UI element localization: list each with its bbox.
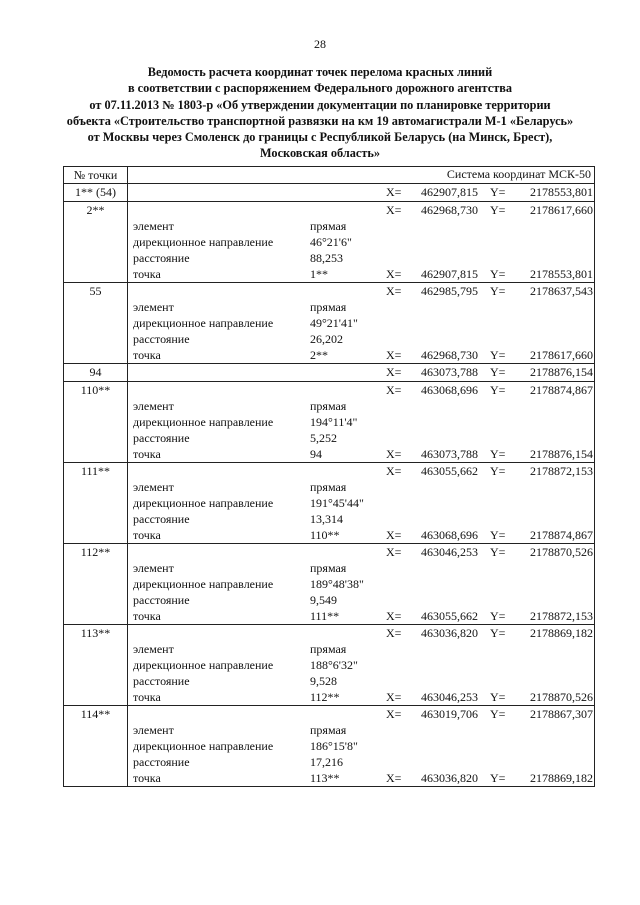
prev-y-value: 2178869,182 xyxy=(530,771,593,785)
distance-value: 9,528 xyxy=(310,674,337,688)
point-label: точка xyxy=(133,267,161,281)
x-value: 463019,706 xyxy=(421,707,478,721)
table-line xyxy=(128,398,594,414)
x-label: X= xyxy=(386,464,402,478)
table-line xyxy=(128,527,594,543)
y-value: 2178637,543 xyxy=(530,284,593,298)
y-label: Y= xyxy=(490,447,506,461)
table-line xyxy=(128,657,594,673)
x-label: X= xyxy=(386,626,402,640)
table-row xyxy=(64,184,595,202)
direction-label: дирекционное направление xyxy=(133,577,274,591)
prev-x-value: 462907,815 xyxy=(421,267,478,281)
prev-y-value: 2178617,660 xyxy=(530,348,593,362)
y-label: Y= xyxy=(490,348,506,362)
point-details xyxy=(128,382,595,463)
element-value: прямая xyxy=(310,723,347,737)
x-value: 463055,662 xyxy=(421,464,478,478)
point-label: точка xyxy=(133,348,161,362)
table-line xyxy=(128,234,594,250)
prev-x-value: 463036,820 xyxy=(421,771,478,785)
y-value: 2178617,660 xyxy=(530,203,593,217)
distance-label: расстояние xyxy=(133,251,190,265)
point-details xyxy=(128,184,595,202)
table-line xyxy=(128,706,594,722)
element-label: элемент xyxy=(133,561,174,575)
title-line: от Москвы через Смоленск до границы с Республикой Беларусь (на Минск, Брест), xyxy=(87,130,553,145)
element-label: элемент xyxy=(133,399,174,413)
table-line xyxy=(128,479,594,495)
table-line xyxy=(128,770,594,786)
distance-value: 5,252 xyxy=(310,431,337,445)
element-label: элемент xyxy=(133,300,174,314)
y-label: Y= xyxy=(490,203,506,217)
y-label: Y= xyxy=(490,267,506,281)
table-line xyxy=(128,331,594,347)
prev-x-value: 463046,253 xyxy=(421,690,478,704)
table-row xyxy=(64,544,595,625)
table-line xyxy=(128,414,594,430)
element-label: элемент xyxy=(133,642,174,656)
point-details xyxy=(128,625,595,706)
point-number: 94 xyxy=(64,364,128,382)
point-label: точка xyxy=(133,609,161,623)
prev-x-value: 462968,730 xyxy=(421,348,478,362)
table-row xyxy=(64,364,595,382)
distance-label: расстояние xyxy=(133,755,190,769)
prev-point-value: 2** xyxy=(310,348,328,362)
direction-label: дирекционное направление xyxy=(133,496,274,510)
y-label: Y= xyxy=(490,690,506,704)
point-details xyxy=(128,706,595,787)
prev-y-value: 2178872,153 xyxy=(530,609,593,623)
header-coordinate-system: Система координат МСК-50 xyxy=(128,167,595,184)
element-value: прямая xyxy=(310,480,347,494)
table-line xyxy=(128,382,594,398)
table-line xyxy=(128,511,594,527)
point-details xyxy=(128,202,595,283)
y-label: Y= xyxy=(490,464,506,478)
prev-x-value: 463073,788 xyxy=(421,447,478,461)
point-number: 112** xyxy=(64,544,128,625)
table-line xyxy=(128,202,594,218)
table-row xyxy=(64,283,595,364)
y-value: 2178870,526 xyxy=(530,545,593,559)
y-value: 2178869,182 xyxy=(530,626,593,640)
y-value: 2178867,307 xyxy=(530,707,593,721)
table-line xyxy=(128,218,594,234)
point-number: 55 xyxy=(64,283,128,364)
element-value: прямая xyxy=(310,399,347,413)
point-number: 111** xyxy=(64,463,128,544)
x-value: 462985,795 xyxy=(421,284,478,298)
x-label: X= xyxy=(386,383,402,397)
x-label: X= xyxy=(386,545,402,559)
direction-label: дирекционное направление xyxy=(133,235,274,249)
direction-label: дирекционное направление xyxy=(133,658,274,672)
y-label: Y= xyxy=(490,528,506,542)
direction-value: 188°6'32" xyxy=(310,658,358,672)
table-line xyxy=(128,592,594,608)
table-line xyxy=(128,641,594,657)
title-line: Московская область» xyxy=(259,146,381,161)
y-label: Y= xyxy=(490,383,506,397)
prev-point-value: 113** xyxy=(310,771,340,785)
direction-value: 189°48'38" xyxy=(310,577,364,591)
prev-y-value: 2178553,801 xyxy=(530,267,593,281)
header-point-number: № точки xyxy=(64,167,128,184)
title-line: Ведомость расчета координат точек перелома красных линий xyxy=(147,65,493,79)
element-value: прямая xyxy=(310,219,347,233)
point-label: точка xyxy=(133,528,161,542)
prev-point-value: 94 xyxy=(310,447,322,461)
distance-label: расстояние xyxy=(133,332,190,346)
distance-label: расстояние xyxy=(133,674,190,688)
x-value: 463036,820 xyxy=(421,626,478,640)
table-line xyxy=(128,495,594,511)
direction-value: 194°11'4" xyxy=(310,415,358,429)
point-number: 2** xyxy=(64,202,128,283)
point-details xyxy=(128,463,595,544)
table-line xyxy=(128,283,594,299)
y-value: 2178876,154 xyxy=(530,365,593,379)
table-row xyxy=(64,706,595,787)
distance-value: 9,549 xyxy=(310,593,337,607)
point-label: точка xyxy=(133,771,161,785)
x-value: 463046,253 xyxy=(421,545,478,559)
x-label: X= xyxy=(386,690,402,704)
distance-label: расстояние xyxy=(133,512,190,526)
x-label: X= xyxy=(386,771,402,785)
x-value: 463073,788 xyxy=(421,365,478,379)
x-label: X= xyxy=(386,365,402,379)
table-line xyxy=(128,544,594,560)
document-title xyxy=(60,64,580,162)
x-label: X= xyxy=(386,348,402,362)
table-line xyxy=(128,430,594,446)
y-label: Y= xyxy=(490,609,506,623)
table-row xyxy=(64,625,595,706)
table-line xyxy=(128,184,594,200)
x-label: X= xyxy=(386,528,402,542)
x-label: X= xyxy=(386,203,402,217)
distance-value: 88,253 xyxy=(310,251,343,265)
x-value: 462907,815 xyxy=(421,185,478,199)
distance-label: расстояние xyxy=(133,431,190,445)
prev-y-value: 2178874,867 xyxy=(530,528,593,542)
point-number: 110** xyxy=(64,382,128,463)
table-line xyxy=(128,250,594,266)
table-header-row xyxy=(64,167,595,184)
x-value: 462968,730 xyxy=(421,203,478,217)
y-value: 2178553,801 xyxy=(530,185,593,199)
table-line xyxy=(128,299,594,315)
point-label: точка xyxy=(133,447,161,461)
title-line: от 07.11.2013 № 1803-р «Об утверждении документации по планировке территории xyxy=(89,97,551,112)
y-value: 2178872,153 xyxy=(530,464,593,478)
element-label: элемент xyxy=(133,480,174,494)
x-label: X= xyxy=(386,284,402,298)
table-line xyxy=(128,576,594,592)
prev-x-value: 463068,696 xyxy=(421,528,478,542)
prev-point-value: 111** xyxy=(310,609,340,623)
table-line xyxy=(128,754,594,770)
prev-point-value: 1** xyxy=(310,267,328,281)
x-label: X= xyxy=(386,447,402,461)
y-label: Y= xyxy=(490,707,506,721)
x-label: X= xyxy=(386,707,402,721)
table-row xyxy=(64,463,595,544)
x-label: X= xyxy=(386,185,402,199)
distance-label: расстояние xyxy=(133,593,190,607)
coordinates-table xyxy=(63,166,595,787)
y-label: Y= xyxy=(490,771,506,785)
distance-value: 13,314 xyxy=(310,512,343,526)
table-line xyxy=(128,446,594,462)
prev-y-value: 2178870,526 xyxy=(530,690,593,704)
y-label: Y= xyxy=(490,545,506,559)
x-value: 463068,696 xyxy=(421,383,478,397)
element-value: прямая xyxy=(310,642,347,656)
table-row xyxy=(64,382,595,463)
table-line xyxy=(128,738,594,754)
element-value: прямая xyxy=(310,561,347,575)
y-label: Y= xyxy=(490,284,506,298)
table-line xyxy=(128,673,594,689)
direction-value: 186°15'8" xyxy=(310,739,358,753)
table-line xyxy=(128,560,594,576)
table-line xyxy=(128,722,594,738)
distance-value: 26,202 xyxy=(310,332,343,346)
table-line xyxy=(128,689,594,705)
direction-value: 49°21'41" xyxy=(310,316,358,330)
title-line: объекта «Строительство транспортной развязки на км 19 автомагистрали М-1 «Беларусь» xyxy=(66,113,574,128)
prev-y-value: 2178876,154 xyxy=(530,447,593,461)
point-details xyxy=(128,283,595,364)
table-line xyxy=(128,608,594,624)
table-line xyxy=(128,347,594,363)
table-row xyxy=(64,202,595,283)
point-number: 1** (54) xyxy=(64,184,128,202)
distance-value: 17,216 xyxy=(310,755,343,769)
y-label: Y= xyxy=(490,626,506,640)
table-line xyxy=(128,266,594,282)
point-label: точка xyxy=(133,690,161,704)
direction-value: 191°45'44" xyxy=(310,496,364,510)
point-details xyxy=(128,364,595,382)
page-number: 28 xyxy=(314,37,326,51)
element-label: элемент xyxy=(133,723,174,737)
y-value: 2178874,867 xyxy=(530,383,593,397)
table-line xyxy=(128,463,594,479)
y-label: Y= xyxy=(490,365,506,379)
element-label: элемент xyxy=(133,219,174,233)
element-value: прямая xyxy=(310,300,347,314)
table-line xyxy=(128,315,594,331)
x-label: X= xyxy=(386,609,402,623)
title-line: в соответствии с распоряжением Федерального дорожного агентства xyxy=(127,81,513,96)
prev-point-value: 112** xyxy=(310,690,340,704)
direction-label: дирекционное направление xyxy=(133,739,274,753)
table-line xyxy=(128,364,594,380)
direction-label: дирекционное направление xyxy=(133,316,274,330)
point-number: 113** xyxy=(64,625,128,706)
prev-point-value: 110** xyxy=(310,528,340,542)
table-line xyxy=(128,625,594,641)
direction-label: дирекционное направление xyxy=(133,415,274,429)
point-number: 114** xyxy=(64,706,128,787)
direction-value: 46°21'6" xyxy=(310,235,352,249)
point-details xyxy=(128,544,595,625)
x-label: X= xyxy=(386,267,402,281)
y-label: Y= xyxy=(490,185,506,199)
prev-x-value: 463055,662 xyxy=(421,609,478,623)
